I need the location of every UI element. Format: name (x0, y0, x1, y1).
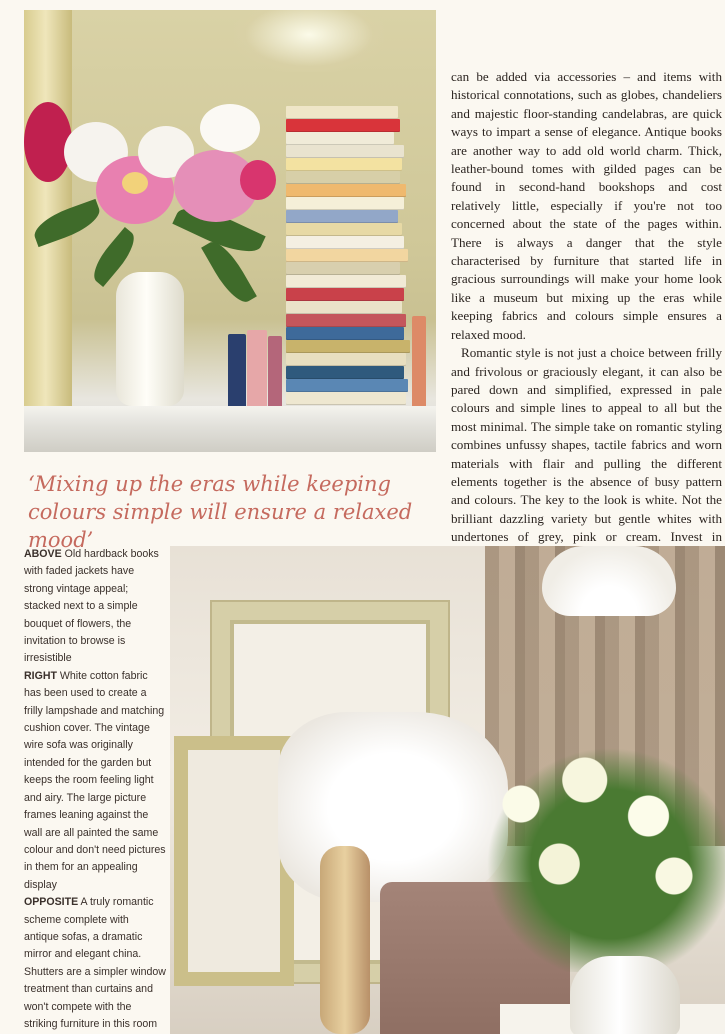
white-flower-vase (570, 956, 680, 1034)
flower-magenta (240, 160, 276, 200)
photo-books-and-flowers (24, 10, 436, 452)
caption-right (24, 668, 166, 894)
caption-heading: ABOVE (24, 548, 62, 560)
white-vase (116, 272, 184, 406)
photo-sofa-and-frames (170, 546, 725, 1034)
photo-captions (24, 546, 166, 1033)
caption-above (24, 546, 166, 668)
article-paragraph: can be added via accessories – and items with historical connotations, such as globes, chandeliers and majestic floor-standing candelabras, are quick ways to impart a sense of elegance. Antique books are another way to add old world charm. Thick, leather-bound tomes with gilded pages can be found in second-hand bookshops and cost relatively little, especially if you're not too concerned about the state of the pages within. There is always a danger that the style characterised by furniture that started life in gracious surroundings will make your home look like a museum but mixing up the eras while keeping fabrics and colours simple ensures a relaxed mood. (451, 69, 722, 342)
caption-text: A truly romantic scheme complete with antique sofas, a dramatic mirror and elegant china. Shutters are a simpler window treatment than curtains and won't compete with the striking furniture in this room (24, 896, 166, 1030)
caption-text: Old hardback books with faded jackets have strong vintage appeal; stacked next to a simple bouquet of flowers, the invitation to browse is irresistible (24, 548, 159, 665)
white-bouquet (470, 732, 725, 972)
pull-quote: ‘Mixing up the eras while keeping colours simple will ensure a relaxed mood’ (28, 472, 413, 552)
flower-white-peony (200, 104, 260, 152)
caption-text: White cotton fabric has been used to create a frilly lampshade and matching cushion cover. The vintage wire sofa was originally intended for the garden but keeps the room feeling light and airy. The large picture frames leaning against the wall are all painted the same colour and don't need pictures in them for an appealing display (24, 669, 166, 891)
book-stack (286, 106, 414, 406)
caption-heading: RIGHT (24, 669, 57, 682)
article-column (451, 68, 722, 622)
flower-center (122, 172, 148, 194)
wire-sofa-arm (320, 846, 370, 1034)
caption-heading: OPPOSITE (24, 896, 79, 909)
frilly-lampshade (542, 546, 676, 616)
chandelier-reflection (234, 10, 384, 72)
picture-frame-small (174, 736, 294, 986)
article-paragraph-text: Romantic style is not just a choice between frilly and frivolous or graciously elegant, it can also be pared down and simplified, expressed in pale colours and simple lines to appeal to all but the most minimal. The simple take on romantic styling combines unfussy shapes, tactile fabrics and worn materials with flair and pulling the different elements together is the absence of busy pattern and colours. The key to the look is white. Not the brilliant dazzling variety but gentle whites with undertones of grey, pink or cream. Invest in (451, 345, 722, 545)
mantelpiece (24, 406, 436, 452)
caption-opposite (24, 894, 166, 1033)
